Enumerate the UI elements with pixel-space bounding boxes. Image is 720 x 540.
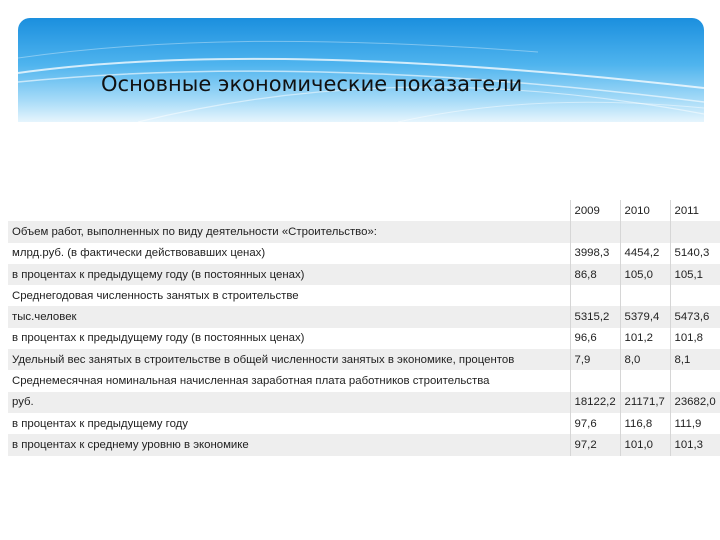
- indicator-label-cell: млрд.руб. (в фактически действовавших ценах): [8, 243, 570, 264]
- table-row: [8, 306, 720, 327]
- value-cell: 101,3: [670, 434, 720, 455]
- value-cell: 86,8: [570, 264, 620, 285]
- table-row: [8, 349, 720, 370]
- table-row: [8, 221, 720, 242]
- year-header-cell: 2011: [670, 200, 720, 221]
- value-cell: 97,2: [570, 434, 620, 455]
- value-cell: 97,6: [570, 413, 620, 434]
- year-header-cell: 2009: [570, 200, 620, 221]
- table-row: [8, 285, 720, 306]
- value-cell: 23682,0: [670, 392, 720, 413]
- value-cell: [670, 285, 720, 306]
- value-cell: 5140,3: [670, 243, 720, 264]
- indicator-label-cell: в процентах к предыдущему году (в постоянных ценах): [8, 264, 570, 285]
- value-cell: 8,1: [670, 349, 720, 370]
- indicator-label-cell: Среднегодовая численность занятых в строительстве: [8, 285, 570, 306]
- indicator-label-cell: Объем работ, выполненных по виду деятельности «Строительство»:: [8, 221, 570, 242]
- value-cell: 21171,7: [620, 392, 670, 413]
- table-row: [8, 264, 720, 285]
- banner-swoosh-graphic: [18, 18, 704, 122]
- value-cell: 105,1: [670, 264, 720, 285]
- table-row: [8, 413, 720, 434]
- table-row: [8, 243, 720, 264]
- indicator-label-cell: в процентах к предыдущему году: [8, 413, 570, 434]
- value-cell: 101,2: [620, 328, 670, 349]
- value-cell: [620, 221, 670, 242]
- indicator-label-cell: Среднемесячная номинальная начисленная заработная плата работников строительства: [8, 370, 570, 391]
- indicator-label-cell: тыс.человек: [8, 306, 570, 327]
- value-cell: 111,9: [670, 413, 720, 434]
- year-header-cell: 2010: [620, 200, 670, 221]
- value-cell: 5379,4: [620, 306, 670, 327]
- table-row: [8, 328, 720, 349]
- indicators-table: [8, 200, 720, 456]
- value-cell: [620, 285, 670, 306]
- table-row: [8, 434, 720, 455]
- indicator-label-cell: в процентах к предыдущему году (в постоянных ценах): [8, 328, 570, 349]
- table-header-row: [8, 200, 720, 221]
- indicator-label-cell: руб.: [8, 392, 570, 413]
- indicator-label-cell: в процентах к среднему уровню в экономике: [8, 434, 570, 455]
- value-cell: 101,0: [620, 434, 670, 455]
- value-cell: [670, 221, 720, 242]
- indicators-table-container: [8, 200, 720, 456]
- header-cell-blank: [8, 200, 570, 221]
- value-cell: 4454,2: [620, 243, 670, 264]
- value-cell: [620, 370, 670, 391]
- value-cell: [570, 285, 620, 306]
- value-cell: 5473,6: [670, 306, 720, 327]
- value-cell: 8,0: [620, 349, 670, 370]
- value-cell: 116,8: [620, 413, 670, 434]
- value-cell: 18122,2: [570, 392, 620, 413]
- header-banner: [18, 18, 704, 122]
- value-cell: 5315,2: [570, 306, 620, 327]
- indicator-label-cell: Удельный вес занятых в строительстве в общей численности занятых в экономике, процентов: [8, 349, 570, 370]
- table-row: [8, 392, 720, 413]
- value-cell: 7,9: [570, 349, 620, 370]
- value-cell: [670, 370, 720, 391]
- table-row: [8, 370, 720, 391]
- value-cell: 3998,3: [570, 243, 620, 264]
- value-cell: [570, 221, 620, 242]
- value-cell: [570, 370, 620, 391]
- slide-title: Основные экономические показатели: [101, 72, 523, 96]
- value-cell: 96,6: [570, 328, 620, 349]
- value-cell: 101,8: [670, 328, 720, 349]
- value-cell: 105,0: [620, 264, 670, 285]
